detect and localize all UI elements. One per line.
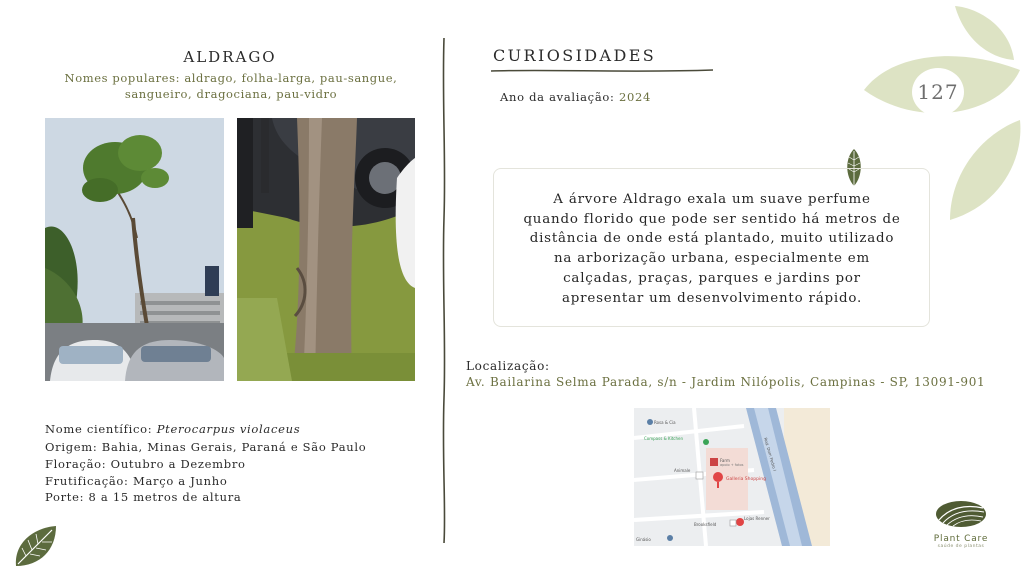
brand-leaf-icon — [935, 500, 987, 528]
popular-names-line2: sangueiro, dragociana, pau-vidro — [124, 87, 338, 101]
popular-names — [45, 70, 417, 102]
brand-tagline: saúde de plantas — [937, 544, 985, 549]
scientific-label: Nome científico: — [45, 422, 157, 436]
tree-photo — [45, 118, 224, 381]
map-label-road: Rod. Dom Pedro I — [763, 436, 778, 472]
page-number: 127 — [917, 80, 959, 104]
map-label-d: Compass & Kitchen — [644, 436, 683, 441]
curiosities-title: CURIOSIDADES — [493, 46, 657, 65]
map-label-store: Farm — [720, 458, 730, 463]
year-value: 2024 — [618, 90, 652, 104]
curiosity-line: na arborização urbana, especialmente em — [553, 251, 871, 267]
brand-logo — [922, 500, 1000, 549]
plant-title: ALDRAGO — [183, 48, 277, 66]
column-divider — [441, 38, 447, 543]
plant-size: Porte: 8 a 15 metros de altura — [45, 490, 242, 505]
leaf-bottom-icon — [950, 120, 1020, 220]
curiosity-line: distância de onde está plantado, muito utilizado — [529, 231, 895, 247]
location-address: Av. Bailarina Selma Parada, s/n - Jardim Nilópolis, Campinas - SP, 13091-901 — [466, 375, 986, 389]
title-underline — [491, 68, 713, 74]
location-label: Localização: — [466, 359, 550, 373]
map-label-b: Lojas Renner — [744, 516, 770, 521]
fruiting: Frutificação: Março a Junho — [45, 473, 228, 488]
curiosity-text — [500, 190, 924, 308]
map-label-f: Ginásio — [636, 537, 651, 542]
curiosity-line: apresentar um desenvolvimento rápido. — [561, 290, 862, 306]
map-label-main: Galleria Shopping — [726, 477, 766, 482]
trunk-photo-illustration — [237, 118, 415, 381]
leaf-bottom-left-icon — [12, 524, 58, 570]
curiosity-line: calçadas, praças, parques e jardins por — [563, 270, 861, 286]
map-illustration — [634, 408, 830, 546]
trunk-photo — [237, 118, 415, 381]
plant-facts — [45, 439, 366, 506]
evaluation-year — [500, 90, 651, 104]
map-label-store-sub: apoio + fotos — [720, 463, 744, 467]
curiosity-line: quando florido que pode ser sentido há metros de — [523, 211, 901, 227]
origin: Origem: Bahia, Minas Gerais, Paraná e São Paulo — [45, 440, 367, 454]
scientific-name: Pterocarpus violaceus — [156, 422, 301, 436]
map-label-c: Brooksfield — [694, 522, 717, 527]
map-label-e: Rosa & Cia — [654, 420, 676, 425]
map-label-a: Animale — [674, 468, 691, 473]
location-map[interactable] — [634, 408, 830, 546]
year-label: Ano da avaliação: — [500, 90, 619, 104]
leaf-top-icon — [955, 6, 1014, 60]
popular-names-line1: Nomes populares: aldrago, folha-larga, pau-sangue, — [64, 71, 398, 85]
curiosity-line: A árvore Aldrago exala um suave perfume — [553, 192, 871, 207]
page-number-badge — [912, 68, 964, 116]
flowering: Floração: Outubro a Dezembro — [45, 456, 246, 471]
scientific-name-line — [45, 421, 300, 438]
brand-name: Plant Care — [933, 534, 989, 544]
tree-photo-illustration — [45, 118, 224, 381]
